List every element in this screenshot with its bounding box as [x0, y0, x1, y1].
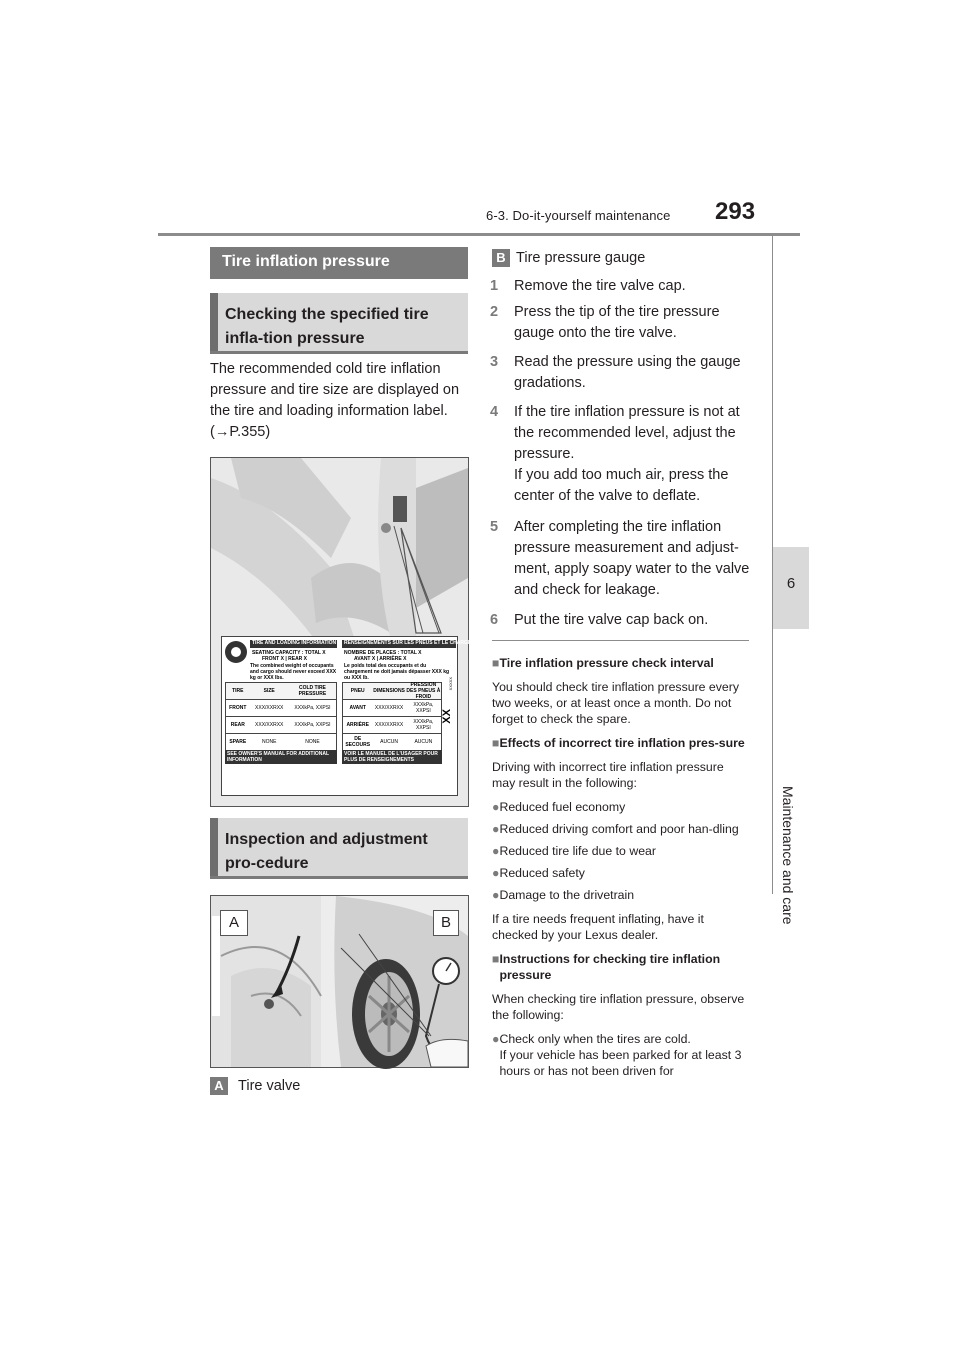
effect-3: ● Reduced tire life due to wear — [492, 844, 656, 858]
section-title: 6-3. Do-it-yourself maintenance — [486, 208, 671, 223]
note-effects-text: Driving with incorrect tire inflation pressure may result in the following: — [492, 760, 724, 790]
label-b-badge: B — [492, 249, 510, 267]
effect-4: ● Reduced safety — [492, 866, 585, 880]
step-3: 3 Read the pressure using the gauge gradations. — [490, 354, 741, 391]
chapter-label: Maintenance and care — [780, 786, 796, 925]
notes-section — [492, 655, 750, 1079]
figure-callout-b: B — [433, 910, 459, 936]
step-2: 2 Press the tip of the tire pressure gauge onto the tire valve. — [490, 304, 720, 341]
label-code: XX — [441, 709, 453, 724]
subheading-checking: Checking the specified tire infla-tion pressure — [210, 293, 468, 354]
chapter-number: 6 — [786, 575, 796, 592]
note-dealer-text: If a tire needs frequent inflating, have it checked by your Lexus dealer. — [492, 912, 704, 942]
effect-2: ● Reduced driving comfort and poor han-dling — [492, 822, 739, 836]
page-number: 293 — [715, 198, 756, 225]
figure-callout-a: A — [220, 910, 248, 936]
instr-bullet: ● Check only when the tires are cold. If your vehicle has been parked for at least 3 hours or has not been driven for — [492, 1032, 742, 1078]
effect-1: ● Reduced fuel economy — [492, 800, 626, 814]
step-1: 1 Remove the tire valve cap. — [490, 278, 686, 294]
note-interval-text: You should check tire inflation pressure every two weeks, or at least once a month. Do not forget to check the spare. — [492, 680, 739, 726]
caption-a: A Tire valve — [210, 1076, 300, 1097]
page-reference: (→P.355) — [210, 424, 271, 440]
step-6: 6 Put the tire valve cap back on. — [490, 612, 709, 628]
tire-label-figure — [210, 457, 486, 807]
note-instr-text: When checking tire inflation pressure, observe the following: — [492, 992, 745, 1022]
subheading-inspection: Inspection and adjustment pro-cedure — [210, 818, 468, 879]
effect-5: ● Damage to the drivetrain — [492, 888, 635, 902]
label-table-fr: PNEU DIMENSIONS PRESSION DES PNEUS À FROID AVANT XXX/XXRXX XXXkPa, XXPSI ARRIÈRE XXX/XXRXX XXXkPa, XXPSI DE SECOURS AUCUN AUCUN — [342, 682, 442, 751]
label-a-badge: A — [210, 1077, 228, 1095]
header-rule — [158, 233, 800, 236]
note-effects-title: ■ Effects of incorrect tire inflation pres-sure — [492, 736, 745, 750]
tire-icon — [225, 641, 247, 663]
step-5: 5 After completing the tire inflation pressure measurement and adjust-ment, apply soapy water to the valve and check for leakage. — [490, 519, 750, 598]
caption-b: B Tire pressure gauge — [492, 248, 645, 269]
notes-rule — [492, 640, 749, 641]
intro-paragraph: The recommended cold tire inflation pressure and tire size are displayed on the tire and loading information label. (→P.355) — [210, 361, 460, 440]
note-instr-title: ■ Instructions for checking tire inflation pressure — [492, 952, 721, 982]
step-4: 4 If the tire inflation pressure is not at the recommended level, adjust the pressure. If you add too much air, press the center of the valve to deflate. — [490, 404, 740, 504]
tire-gauge-figure — [210, 895, 469, 1068]
tire-gauge-illustration — [211, 896, 468, 1067]
label-table-en: TIRE SIZE COLD TIRE PRESSURE FRONT XXX/XXRXX XXXkPa, XXPSI REAR XXX/XXRXX XXXkPa, XXPSI SPARE NONE NONE — [225, 682, 337, 751]
label-code-small: XXXXX — [448, 677, 453, 691]
tire-loading-label: TIRE AND LOADING INFORMATION RENSEIGNEMENTS SUR LES PNEUS ET LE CHARGEMENT SEATING CAPACITY : TOTAL X FRONT X | REAR X The combined weight of occupants and cargo should never exceed XXX kg or XXX lbs. NOMBRE DE PLACES : TOTAL X AVANT X | ARRIÈRE X Le poids total des occupants et du chargement ne doit jamais dépasser XXX kg ou XXX lb. TIRE SIZE COLD TIRE PRESSURE FRONT XXX/XXRXX XXXkPa, XXPSI REAR XXX/XXRXX XXXkPa, XXPSI SPARE NONE NONE PNEU DIMENSIONS PRESSION DES PNEUS À FROID AVANT XXX/XXRXX XXXkPa, XXPSI ARRIÈRE XXX/XXRXX XXXkPa, XXPSI DE SECOURS AUCUN AUCUN XX XXXXX SEE OWNER'S MANUAL FOR ADDITIONAL INFORMATION VOIR LE MANUEL DE L'USAGER POUR PLUS DE RENSEIGNEMENTS — [221, 636, 458, 796]
note-interval-title: ■Tire inflation pressure check interval — [492, 656, 714, 670]
main-heading: Tire inflation pressure — [210, 247, 468, 279]
